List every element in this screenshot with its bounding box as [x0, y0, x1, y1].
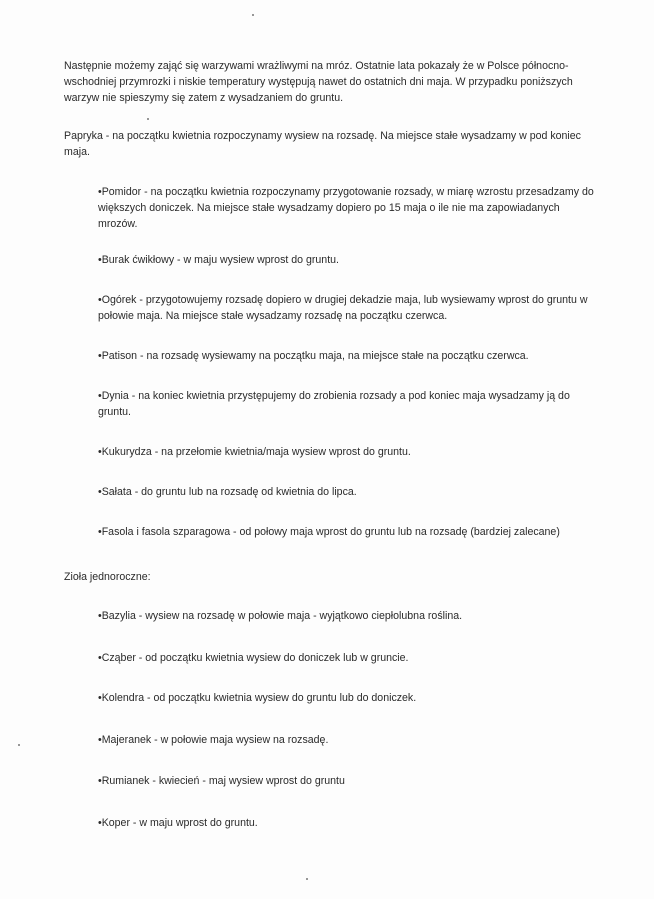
intro-paragraph: Następnie możemy zająć się warzywami wrażliwymi na mróz. Ostatnie lata pokazały że w Polsce północno-wschodniej przymrozki i niskie temperatury występują nawet do ostatnich dni maja. W przypadku poniższych warzyw nie spieszymy się zatem z wysadzaniem do gruntu. [64, 60, 573, 104]
vegetable-item-salata: •Sałata - do gruntu lub na rozsadę od kwietnia do lipca. [98, 486, 357, 498]
herb-item-czaber: •Cząber - od początku kwietnia wysiew do doniczek lub w gruncie. [98, 652, 409, 664]
vegetable-item-kukurydza: •Kukurydza - na przełomie kwietnia/maja wysiew wprost do gruntu. [98, 446, 411, 458]
vegetable-item-fasola: •Fasola i fasola szparagowa - od połowy maja wprost do gruntu lub na rozsadę (bardziej zalecane) [98, 526, 560, 538]
herb-item-bazylia: •Bazylia - wysiew na rozsadę w połowie maja - wyjątkowo ciepłolubna roślina. [98, 610, 463, 622]
vegetable-item-ogorek: •Ogórek - przygotowujemy rozsadę dopiero w drugiej dekadzie maja, lub wysiewamy wprost do gruntu w połowie maja. Na miejsce stałe wysadzamy rozsadę na początku czerwca. [98, 294, 588, 322]
herbs-heading: Zioła jednoroczne: [64, 571, 151, 583]
scan-speck [306, 878, 308, 880]
vegetable-item-pomidor: •Pomidor - na początku kwietnia rozpoczynamy przygotowanie rozsady, w miarę wzrostu przesadzamy do większych doniczek. Na miejsce stałe wysadzamy dopiero po 15 maja o ile nie ma zapowiadanych mrozów. [98, 186, 594, 230]
herb-item-rumianek: •Rumianek - kwiecień - maj wysiew wprost do gruntu [98, 775, 345, 787]
scan-speck [18, 744, 20, 746]
vegetable-item-burak: •Burak ćwikłowy - w maju wysiew wprost do gruntu. [98, 254, 339, 266]
herb-item-majeranek: •Majeranek - w połowie maja wysiew na rozsadę. [98, 734, 329, 746]
papryka-paragraph: Papryka - na początku kwietnia rozpoczynamy wysiew na rozsadę. Na miejsce stałe wysadzamy w pod koniec maja. [64, 130, 581, 158]
herb-item-kolendra: •Kolendra - od początku kwietnia wysiew do gruntu lub do doniczek. [98, 692, 417, 704]
herb-item-koper: •Koper - w maju wprost do gruntu. [98, 817, 258, 829]
vegetable-item-dynia: •Dynia - na koniec kwietnia przystępujemy do zrobienia rozsady a pod koniec maja wysadzamy ją do gruntu. [98, 390, 570, 418]
scan-speck [147, 118, 149, 120]
scan-speck [252, 14, 254, 16]
vegetable-item-patison: •Patison - na rozsadę wysiewamy na początku maja, na miejsce stałe na początku czerwca. [98, 350, 529, 362]
